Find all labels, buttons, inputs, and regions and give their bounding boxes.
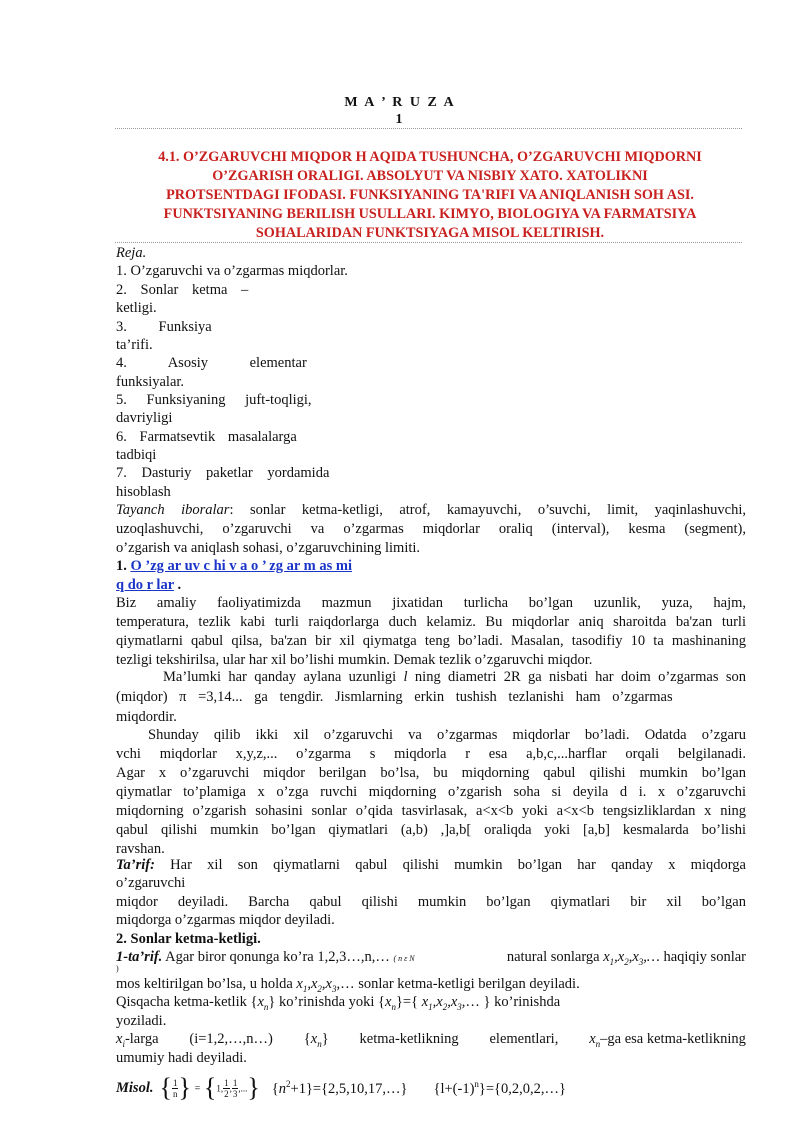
keywords-block bbox=[116, 501, 746, 539]
text-line: Ta’rif: Har xil son qiymatlarni qabul qilishi mumkin bo’lgan har qanday x miqdorga bbox=[116, 857, 746, 873]
definition-cont bbox=[116, 893, 746, 912]
plan-item: 3. Funksiya bbox=[116, 319, 212, 335]
paragraph-3 bbox=[116, 745, 746, 840]
text-line: miqdorga o’zgarmas miqdor deyiladi. bbox=[116, 912, 335, 928]
divider-bottom bbox=[115, 242, 742, 243]
lecture-title bbox=[110, 148, 750, 243]
formula-2: $\{n^2+1\}=\{2,5,10,17,\dots\}$ bbox=[271, 1078, 408, 1097]
example-line bbox=[116, 1068, 566, 1108]
text-line: qiymatlar to’plamiga x o’zga ruvchi miqdorning o’zgarish soha si deyila d i. x o’zgaruvchi bbox=[116, 784, 746, 800]
plan-item: 6. Farmatsevtik masalalarga bbox=[116, 429, 297, 445]
text-line: qabul qilishi mumkin bo’lgan qiymatlari (a,b) ,]a,b[ oraliqda yoki [a,b] kesmalarda bo’lishi bbox=[116, 822, 746, 838]
paragraph-2-first: Ma’lumki har qanday aylana uzunligi l ning diametri 2R ga nisbati har doim o’zgarmas son bbox=[163, 669, 746, 685]
plan-item: hisoblash bbox=[116, 484, 171, 500]
plan-item: tadbiqi bbox=[116, 447, 157, 463]
text-line: $x_i$-larga (i=1,2,…,n…) $\{x_n\}$ ketma-ketlikning elementlari, $x_n-ga$ esa ketma-ketlikning bbox=[116, 1031, 746, 1049]
formula-3: $\{l+(-1)^n\}=\{0,2,0,2,\dots\}$ bbox=[433, 1078, 566, 1097]
section1-heading-cont: q do r lar . bbox=[116, 577, 182, 593]
title-line: PROTSENTDAGI IFODASI. FUNKSIYANING TA'RIFI VA ANIQLANISH SOH ASI. bbox=[166, 187, 694, 203]
text-line: (miqdor) π =3,14... ga tengdir. Jismlarning erkin tushish tezlanishi ham o’zgarmas bbox=[116, 689, 673, 705]
plan-item: ta’rifi. bbox=[116, 337, 153, 353]
plan-label: Reja. bbox=[116, 245, 147, 261]
plan-item: 1. O’zgaruvchi va o’zgarmas miqdorlar. bbox=[116, 263, 348, 279]
title-line: O’ZGARISH ORALIGI. ABSOLYUT VA NISBIY XATO. XATOLIKNI bbox=[212, 168, 648, 184]
text-line: miqdorning o’zgarish sohasini sonlar o’qida tasvirlasak, a<x<b yoki a<x<b tengsizliklardan x ning bbox=[116, 803, 746, 819]
text-line: tezligi tekshirilsa, ular har xil bo’lishi mumkin. Demak tezlik o’zgaruvchi miqdor. bbox=[116, 652, 593, 668]
text-line: Shunday qilib ikki xil o’zgaruvchi va o’zgarmas miqdorlar bo’ladi. Odatda o’zgaru bbox=[148, 727, 746, 743]
lecture-heading: M A ’ R U Z A bbox=[344, 95, 456, 110]
text-line: vchi miqdorlar x,y,z,... o’zgarma s miqdorla r esa a,b,c,...harflar orqali belgilanadi. bbox=[116, 746, 746, 762]
title-line: FUNKTSIYANING BERILISH USULLARI. KIMYO, BIOLOGIYA VA FARMATSIYA bbox=[163, 206, 697, 222]
paragraph-1 bbox=[116, 594, 746, 651]
plan-item: 5. Funksiyaning juft-toqligi, bbox=[116, 392, 312, 408]
title-line: 4.1. O’ZGARUVCHI MIQDOR H AQIDA TUSHUNCHA, O’ZGARUVCHI MIQDORNI bbox=[158, 149, 702, 165]
plan-item: 7. Dasturiy paketlar yordamida bbox=[116, 465, 330, 481]
section1-link[interactable]: O ’zg ar uv c hi v a o ’ zg ar m as mi bbox=[130, 558, 353, 574]
text-line: yoziladi. bbox=[116, 1013, 167, 1029]
text-line: miqdordir. bbox=[116, 709, 177, 725]
section1-heading: 1. O ’zg ar uv c hi v a o ’ zg ar m as mi bbox=[116, 558, 353, 574]
section2-heading: 2. Sonlar ketma-ketligi. bbox=[116, 931, 261, 947]
keywords-line: o’zgarish va aniqlash sohasi, o’zgaruvchining limiti. bbox=[116, 540, 421, 556]
formula-1: { $\frac{1}{n}\} = \{1$, $\frac{1}{2}$, $\frac{1}{3}$,...} bbox=[159, 1073, 260, 1102]
plan-item: funksiyalar. bbox=[116, 374, 185, 390]
keywords-line: uzoqlashuvchi, o’zgaruvchi va o’zgarmas miqdorlar oraliq (interval), kesma (segment), bbox=[116, 521, 746, 537]
divider-top bbox=[115, 128, 742, 129]
lecture-number: 1 bbox=[395, 112, 405, 127]
text-line: ravshan. bbox=[116, 841, 165, 857]
text-line: Biz amaliy faoliyatimizda mazmun jixatidan turlicha bo’lgan uzunlik, yuza, hajm, bbox=[116, 595, 746, 611]
def1-line1: 1-ta’rif. Agar biror qonunga ko’ra 1,2,3…,n,… ( n ε N natural sonlarga $x_1,x_2,x_3,\dots$ haqiqiy sonlar bbox=[116, 949, 746, 967]
text-line: temperatura, tezlik kabi turli raiqdorlarga duch kelamiz. Bu miqdorlar aniq sharoitda ba'zan turli bbox=[116, 614, 746, 630]
keywords-line: Tayanch iboralar: sonlar ketma-ketligi, atrof, kamayuvchi, o’suvchi, limit, yaqinlashuvchi, bbox=[116, 502, 746, 518]
title-line: SOHALARIDAN FUNKTSIYAGA MISOL KELTIRISH. bbox=[255, 225, 605, 241]
def1-label: 1-ta’rif. bbox=[116, 949, 163, 965]
plan-item: 4. Asosiy elementar bbox=[116, 355, 307, 371]
text-line: Qisqacha ketma-ketlik $\{x_n\}$ ko’rinishda yoki $\{x_n\}=${ $x_1,x_2,x_3,\dots$ } ko’rinishda bbox=[116, 994, 561, 1012]
text-line: miqdor deyiladi. Barcha qabul qilishi mumkin bo’lgan qiymatlari bir xil bo’lgan bbox=[116, 894, 746, 910]
text-line: mos keltirilgan bo’lsa, u holda $x_1,x_2,x_3,\dots$ sonlar ketma-ketligi berilgan deyiladi. bbox=[116, 976, 580, 994]
definition-block bbox=[116, 856, 746, 875]
text-line: Agar x o’zgaruvchi miqdor berilgan bo’lsa, bu miqdorning qabul qilishi mumkin bo’lgan bbox=[116, 765, 746, 781]
text-line: qiymatlarni qabul qilsa, ba'zan bir xil qiymatga teng bo’ladi. Masalan, tasodifiy 10 ta mashinaning bbox=[116, 633, 746, 649]
example-label: Misol. bbox=[116, 1079, 154, 1096]
def1-paren: ) bbox=[116, 964, 119, 973]
text-line: umumiy hadi deyiladi. bbox=[116, 1050, 247, 1066]
text-line: o’zgaruvchi bbox=[116, 875, 186, 891]
plan-item: ketligi. bbox=[116, 300, 157, 316]
definition-label: Ta’rif: bbox=[116, 857, 155, 873]
plan-item: davriyligi bbox=[116, 410, 173, 426]
section1-link-cont[interactable]: q do r lar bbox=[116, 577, 174, 593]
plan-item: 2. Sonlar ketma – bbox=[116, 282, 249, 298]
keywords-label: Tayanch iboralar bbox=[116, 502, 230, 518]
